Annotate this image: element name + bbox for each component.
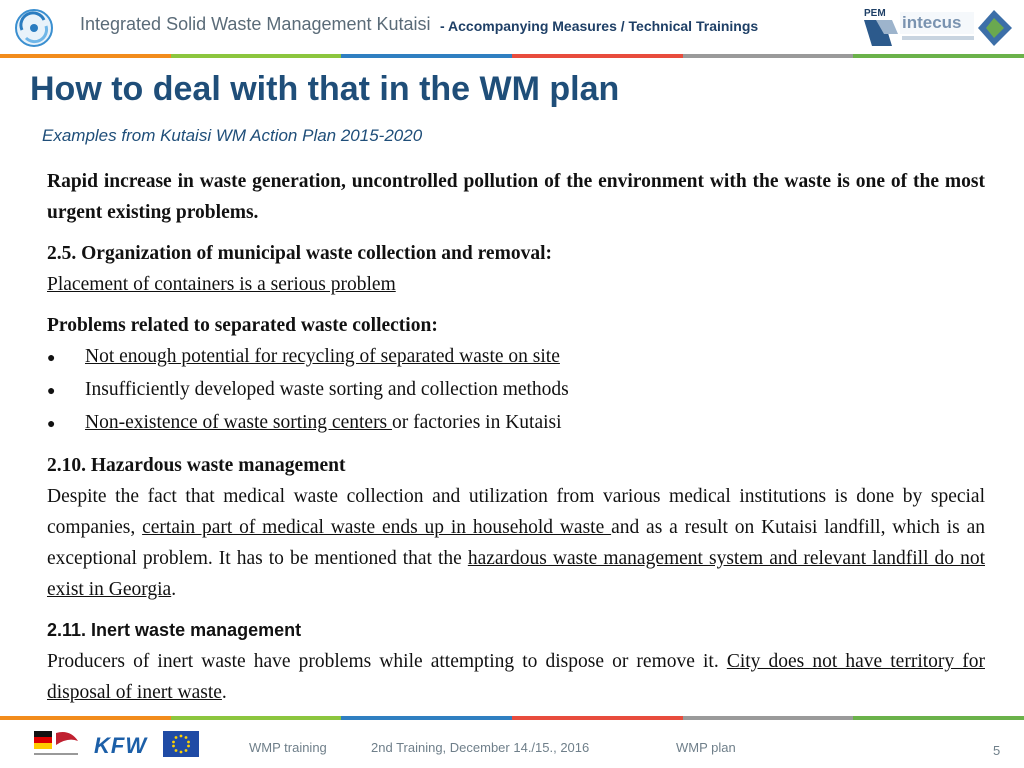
- section-2-5-heading: 2.5. Organization of municipal waste collection and removal:: [47, 243, 552, 264]
- svg-text:intecus: intecus: [902, 13, 962, 32]
- kg-logo-icon: [978, 10, 1012, 46]
- intecus-logo-icon: [900, 12, 974, 40]
- svg-text:PEM: PEM: [864, 8, 886, 19]
- eu-flag-icon: [163, 731, 199, 757]
- page-title: How to deal with that in the WM plan: [30, 70, 620, 108]
- header-color-stripe: [0, 54, 1024, 58]
- page-number: 5: [993, 743, 1001, 758]
- breadcrumb: - Accompanying Measures / Technical Trainings: [440, 18, 759, 34]
- footer-session-label: 2nd Training, December 14./15., 2016: [371, 740, 590, 755]
- list-item: ● Not enough potential for recycling of separated waste on site: [47, 341, 985, 374]
- section-2-11-heading: 2.11. Inert waste management: [47, 620, 302, 640]
- kfw-logo: KFW: [94, 733, 148, 758]
- slide-content: [47, 166, 985, 708]
- bullet-icon: ●: [47, 351, 56, 366]
- footer-color-stripe: [0, 716, 1024, 720]
- section-2-11-text: Producers of inert waste have problems while attempting to dispose or remove it. City does not have territory for disposal of inert waste.: [47, 651, 985, 703]
- list-item: ● Insufficiently developed waste sorting and collection methods: [47, 374, 985, 407]
- page-subtitle: Examples from Kutaisi WM Action Plan 2015-2020: [42, 126, 423, 145]
- header-title: Integrated Solid Waste Management Kutaisi: [80, 14, 431, 34]
- project-logo-icon: [14, 8, 54, 48]
- intro-paragraph: Rapid increase in waste generation, uncontrolled pollution of the environment with the waste is one of the most urgent existing problems.: [47, 171, 985, 223]
- list-item: ● Non-existence of waste sorting centers or factories in Kutaisi: [47, 407, 985, 440]
- separated-collection-heading: Problems related to separated waste collection:: [47, 315, 438, 336]
- bullet-icon: ●: [47, 417, 56, 432]
- section-2-10-heading: 2.10. Hazardous waste management: [47, 455, 346, 476]
- footer-plan-label: WMP plan: [676, 740, 736, 755]
- partner-logos: [862, 4, 1014, 50]
- german-cooperation-logo-icon: [30, 727, 82, 761]
- pem-consult-logo-icon: [864, 8, 898, 46]
- section-2-5-text: Placement of containers is a serious problem: [47, 274, 396, 295]
- bullet-icon: ●: [47, 384, 56, 399]
- footer-training-label: WMP training: [249, 740, 327, 755]
- section-2-10-text: Despite the fact that medical waste collection and utilization from various medical institutions is done by special companies, certain part of medical waste ends up in household waste and as a result on Kutaisi landfill, which is an exceptional problem. It has to be mentioned that the hazardous waste management system and relevant landfill do not exist in Georgia.: [47, 486, 985, 600]
